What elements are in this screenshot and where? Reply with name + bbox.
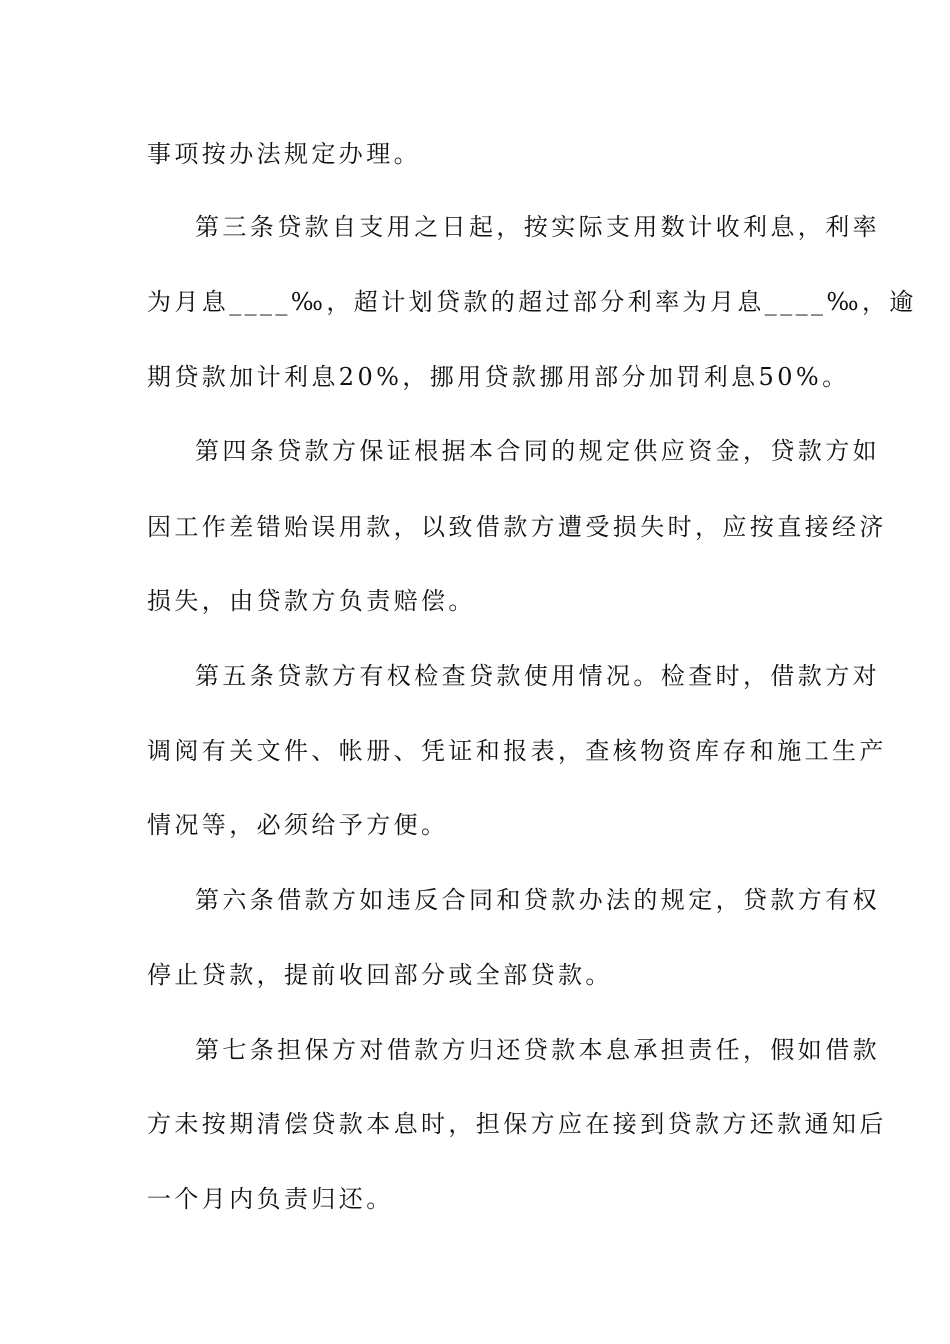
text-line: 停止贷款，提前收回部分或全部贷款。 bbox=[147, 961, 613, 989]
paragraph-article-4-line: 第四条贷款方保证根据本合同的规定供应资金，贷款方如 bbox=[195, 437, 880, 465]
text-line: 期贷款加计利息20%，挪用贷款挪用部分加罚利息50%。 bbox=[147, 363, 850, 391]
paragraph-article-6-line: 第六条借款方如违反合同和贷款办法的规定，贷款方有权 bbox=[195, 886, 880, 914]
paragraph-article-5-line: 第五条贷款方有权检查贷款使用情况。检查时，借款方对 bbox=[195, 662, 880, 690]
text-line: 一个月内负责归还。 bbox=[147, 1185, 394, 1213]
text-line: 损失，由贷款方负责赔偿。 bbox=[147, 587, 476, 615]
text-line: 因工作差错贻误用款，以致借款方遭受损失时，应按直接经济 bbox=[147, 513, 887, 541]
text-line: 情况等，必须给予方便。 bbox=[147, 811, 449, 839]
paragraph-article-3-line: 第三条贷款自支用之日起，按实际支用数计收利息，利率 bbox=[195, 213, 880, 241]
text-line: 方未按期清偿贷款本息时，担保方应在接到贷款方还款通知后 bbox=[147, 1110, 887, 1138]
text-line: 为月息____‰，超计划贷款的超过部分利率为月息____‰，逾 bbox=[147, 288, 917, 316]
text-line: 调阅有关文件、帐册、凭证和报表，查核物资库存和施工生产 bbox=[147, 737, 887, 765]
paragraph-article-7-line: 第七条担保方对借款方归还贷款本息承担责任，假如借款 bbox=[195, 1036, 880, 1064]
text-line: 事项按办法规定办理。 bbox=[147, 140, 421, 168]
